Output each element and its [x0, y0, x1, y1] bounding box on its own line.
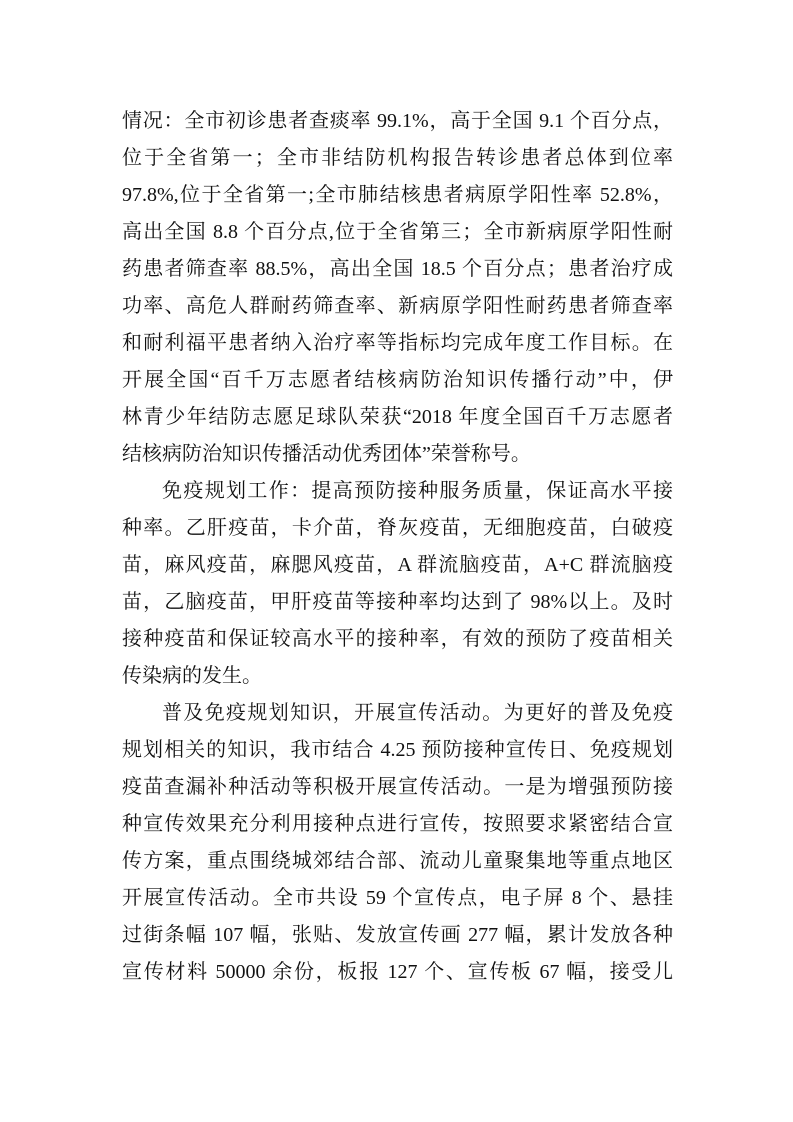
text-line: 种率。乙肝疫苗，卡介苗，脊灰疫苗，无细胞疫苗，白破疫 — [122, 517, 673, 539]
text-line: 苗，乙脑疫苗，甲肝疫苗等接种率均达到了 98%以上。及时 — [122, 591, 673, 613]
text-line: 苗，麻风疫苗，麻腮风疫苗，A 群流脑疫苗，A+C 群流脑疫 — [122, 554, 673, 576]
text-line: 接种疫苗和保证较高水平的接种率，有效的预防了疫苗相关 — [122, 628, 673, 650]
text-line: 位于全省第一；全市非结防机构报告转诊患者总体到位率 — [122, 147, 673, 169]
text-line: 97.8%,位于全省第一;全市肺结核患者病原学阳性率 52.8%， — [122, 184, 673, 206]
text-line: 规划相关的知识，我市结合 4.25 预防接种宣传日、免疫规划 — [122, 739, 673, 761]
paragraph-publicity — [122, 695, 673, 991]
text-line: 宣传材料 50000 余份，板报 127 个、宣传板 67 幅，接受儿 — [122, 961, 673, 983]
text-line: 种宣传效果充分利用接种点进行宣传，按照要求紧密结合宣 — [122, 813, 673, 835]
text-line: 和耐利福平患者纳入治疗率等指标均完成年度工作目标。在 — [122, 332, 673, 354]
text-line: 情况：全市初诊患者查痰率 99.1%，高于全国 9.1 个百分点， — [122, 110, 673, 132]
paragraph-tuberculosis — [122, 103, 673, 473]
text-line: 传方案，重点围绕城郊结合部、流动儿童聚集地等重点地区 — [122, 850, 673, 872]
text-line: 开展宣传活动。全市共设 59 个宣传点，电子屏 8 个、悬挂 — [122, 887, 673, 909]
text-line: 传染病的发生。 — [122, 665, 262, 687]
text-line: 开展全国“百千万志愿者结核病防治知识传播行动”中，伊 — [122, 369, 673, 391]
text-line: 过街条幅 107 幅，张贴、发放宣传画 277 幅，累计发放各种 — [122, 924, 673, 946]
paragraph-immunization-work — [122, 473, 673, 695]
text-line: 普及免疫规划知识，开展宣传活动。为更好的普及免疫 — [162, 702, 673, 724]
text-line: 高出全国 8.8 个百分点,位于全省第三；全市新病原学阳性耐 — [122, 221, 673, 243]
document-page — [122, 103, 673, 991]
text-line: 功率、高危人群耐药筛查率、新病原学阳性耐药患者筛查率 — [122, 295, 673, 317]
text-line: 结核病防治知识传播活动优秀团体”荣誉称号。 — [122, 443, 531, 465]
text-line: 疫苗查漏补种活动等积极开展宣传活动。一是为增强预防接 — [122, 776, 673, 798]
text-line: 免疫规划工作：提高预防接种服务质量，保证高水平接 — [162, 480, 673, 502]
text-line: 林青少年结防志愿足球队荣获“2018 年度全国百千万志愿者 — [122, 406, 673, 428]
text-line: 药患者筛查率 88.5%，高出全国 18.5 个百分点；患者治疗成 — [122, 258, 673, 280]
